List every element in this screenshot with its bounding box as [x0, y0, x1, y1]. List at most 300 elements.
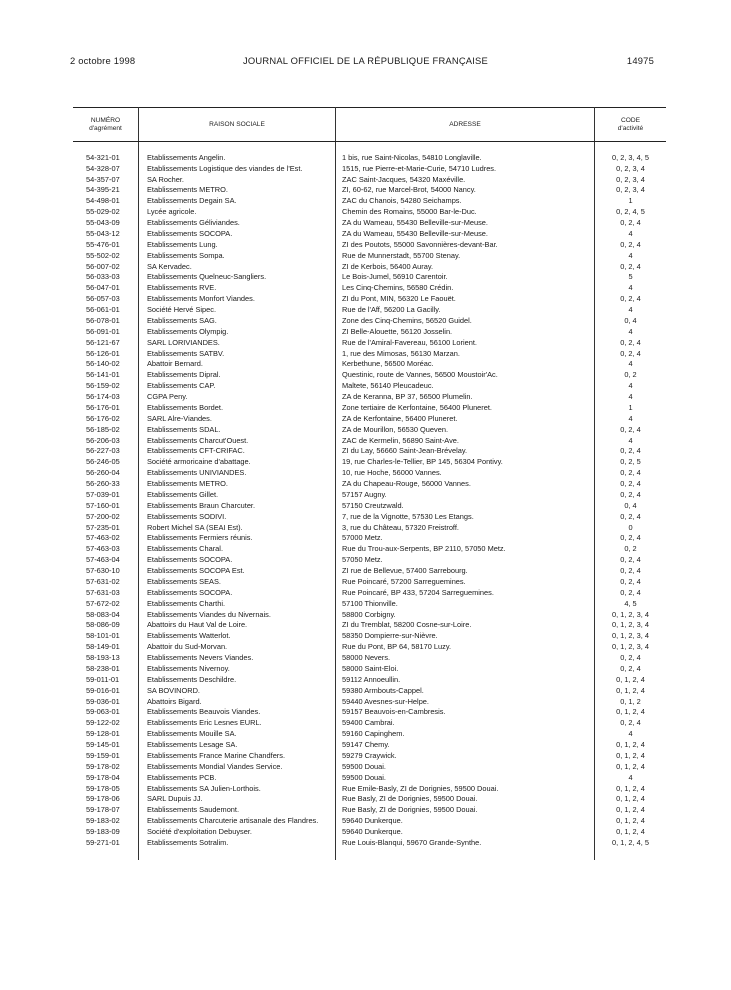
cell-adresse: Rue du Pont, BP 64, 58170 Luzy.	[336, 642, 595, 653]
cell-adresse: 1, rue des Mimosas, 56130 Marzan.	[336, 349, 595, 360]
cell-code: 0, 2, 4	[620, 239, 641, 249]
cell-numero: 55-043-09	[73, 218, 139, 229]
cell-raison-sociale: Société armoricaine d'abattage.	[139, 457, 336, 468]
cell-code: 4	[628, 435, 633, 445]
table-row	[73, 827, 666, 838]
table-row	[73, 283, 666, 294]
cell-raison-sociale: Etablissements SEAS.	[139, 577, 336, 588]
cell-code: 0, 1, 2, 4	[616, 707, 645, 717]
table-row	[73, 316, 666, 327]
cell-adresse: ZA de Mourillon, 56530 Queven.	[336, 425, 595, 436]
table-row	[73, 588, 666, 599]
cell-code: 0, 1, 2, 3, 4	[612, 642, 649, 652]
table-row	[73, 468, 666, 479]
cell-raison-sociale: Etablissements SDAL.	[139, 425, 336, 436]
cell-adresse: 57157 Augny.	[336, 490, 595, 501]
cell-raison-sociale: Etablissements Saudemont.	[139, 805, 336, 816]
cell-raison-sociale: Etablissements SODIVI.	[139, 512, 336, 523]
cell-code: 0, 2, 4	[620, 576, 641, 586]
cell-raison-sociale: Etablissements SATBV.	[139, 349, 336, 360]
cell-numero: 59-178-02	[73, 762, 139, 773]
cell-numero: 59-011-01	[73, 675, 139, 686]
table-body	[73, 142, 666, 860]
table-row	[73, 446, 666, 457]
cell-code: 0, 2, 3, 4	[616, 163, 645, 173]
cell-adresse: ZI du Lay, 56660 Saint-Jean-Brévelay.	[336, 446, 595, 457]
cell-numero: 56-126-01	[73, 349, 139, 360]
cell-raison-sociale: Etablissements Olympig.	[139, 327, 336, 338]
cell-adresse: Chemin des Romains, 55000 Bar-le-Duc.	[336, 207, 595, 218]
cell-raison-sociale: SARL LORIVIANDES.	[139, 338, 336, 349]
table-row	[73, 566, 666, 577]
cell-raison-sociale: SA Rocher.	[139, 175, 336, 186]
cell-numero: 56-091-01	[73, 327, 139, 338]
cell-raison-sociale: Etablissements SAG.	[139, 316, 336, 327]
cell-raison-sociale: Etablissements SOCOPA.	[139, 229, 336, 240]
table-row	[73, 512, 666, 523]
cell-raison-sociale: Etablissements Braun Charcuter.	[139, 501, 336, 512]
cell-numero: 57-463-03	[73, 544, 139, 555]
cell-raison-sociale: Etablissements Charthi.	[139, 599, 336, 610]
cell-adresse: Maltete, 56140 Pleucadeuc.	[336, 381, 595, 392]
cell-raison-sociale: SA Kervadec.	[139, 262, 336, 273]
cell-raison-sociale: Société d'exploitation Debuyser.	[139, 827, 336, 838]
cell-raison-sociale: Etablissements Géliviandes.	[139, 218, 336, 229]
cell-code: 0, 4	[624, 500, 637, 510]
cell-code: 0, 1, 2, 3, 4	[612, 609, 649, 619]
cell-code: 0, 2, 4	[620, 533, 641, 543]
cell-adresse: ZA du Wameau, 55430 Belleville-sur-Meuse.	[336, 229, 595, 240]
cell-adresse: 59160 Capinghem.	[336, 729, 595, 740]
cell-raison-sociale: Etablissements SOCOPA.	[139, 588, 336, 599]
cell-numero: 55-029-02	[73, 207, 139, 218]
cell-adresse: Rue Basly, ZI de Dorignies, 59500 Douai.	[336, 794, 595, 805]
cell-numero: 59-063-01	[73, 707, 139, 718]
table-spacer-row	[73, 142, 666, 153]
cell-adresse: ZI de Kerbois, 56400 Auray.	[336, 262, 595, 273]
cell-raison-sociale: Etablissements France Marine Chandfers.	[139, 751, 336, 762]
table-row	[73, 207, 666, 218]
table-row	[73, 533, 666, 544]
cell-raison-sociale: Etablissements Viandes du Nivernais.	[139, 610, 336, 621]
cell-numero: 58-149-01	[73, 642, 139, 653]
cell-adresse: Rue de l'Amiral-Favereau, 56100 Lorient.	[336, 338, 595, 349]
cell-numero: 58-101-01	[73, 631, 139, 642]
cell-numero: 57-631-03	[73, 588, 139, 599]
cell-numero: 54-498-01	[73, 196, 139, 207]
cell-numero: 58-083-04	[73, 610, 139, 621]
cell-numero: 56-176-02	[73, 414, 139, 425]
table-row	[73, 784, 666, 795]
table-row	[73, 620, 666, 631]
cell-numero: 56-206-03	[73, 436, 139, 447]
cell-adresse: 10, rue Hoche, 56000 Vannes.	[336, 468, 595, 479]
table-row	[73, 642, 666, 653]
table-row	[73, 425, 666, 436]
approval-table	[73, 107, 666, 860]
cell-numero: 57-672-02	[73, 599, 139, 610]
cell-adresse: Questinic, route de Vannes, 56500 Moustoir'Ac.	[336, 370, 595, 381]
table-row	[73, 251, 666, 262]
table-row	[73, 794, 666, 805]
cell-raison-sociale: Etablissements Watterlot.	[139, 631, 336, 642]
cell-adresse: Zone des Cinq-Chemins, 56520 Guidel.	[336, 316, 595, 327]
cell-numero: 56-174-03	[73, 392, 139, 403]
cell-code: 0, 2, 4	[620, 587, 641, 597]
cell-adresse: 59400 Cambrai.	[336, 718, 595, 729]
cell-numero: 56-141-01	[73, 370, 139, 381]
cell-raison-sociale: Robert Michel SA (SEAI Est).	[139, 523, 336, 534]
cell-raison-sociale: Etablissements RVE.	[139, 283, 336, 294]
cell-adresse: Rue de l'Aff, 56200 La Gacilly.	[336, 305, 595, 316]
cell-numero: 59-178-06	[73, 794, 139, 805]
cell-numero: 58-193-13	[73, 653, 139, 664]
cell-adresse: ZI du Pont, MIN, 56320 Le Faouët.	[336, 294, 595, 305]
cell-numero: 59-178-04	[73, 773, 139, 784]
cell-raison-sociale: Etablissements Charcuterie artisanale des Flandres.	[139, 816, 336, 827]
cell-adresse: ZA de Kerfontaine, 56400 Pluneret.	[336, 414, 595, 425]
cell-raison-sociale: SARL Dupuis JJ.	[139, 794, 336, 805]
cell-adresse: ZAC de Kermelin, 56890 Saint-Ave.	[336, 436, 595, 447]
cell-numero: 59-036-01	[73, 697, 139, 708]
cell-adresse: Le Bois-Jumel, 56910 Carentoir.	[336, 272, 595, 283]
cell-raison-sociale: Etablissements Monfort Viandes.	[139, 294, 336, 305]
header-date: 2 octobre 1998	[70, 55, 136, 66]
cell-code: 0, 2, 5	[620, 457, 641, 467]
cell-code: 0, 2, 3, 4	[616, 174, 645, 184]
cell-adresse: Rue Basly, ZI de Dorignies, 59500 Douai.	[336, 805, 595, 816]
cell-numero: 56-260-33	[73, 479, 139, 490]
table-end-row	[73, 849, 666, 860]
cell-raison-sociale: Etablissements Mouille SA.	[139, 729, 336, 740]
cell-adresse: ZI rue de Bellevue, 57400 Sarrebourg.	[336, 566, 595, 577]
cell-numero: 56-260-04	[73, 468, 139, 479]
cell-raison-sociale: Etablissements Charal.	[139, 544, 336, 555]
table-row	[73, 164, 666, 175]
table-row	[73, 675, 666, 686]
cell-raison-sociale: SA BOVINORD.	[139, 686, 336, 697]
table-row	[73, 479, 666, 490]
cell-adresse: 19, rue Charles-le-Tellier, BP 145, 56304 Pontivy.	[336, 457, 595, 468]
header-page-number: 14975	[626, 55, 654, 66]
table-row	[73, 762, 666, 773]
cell-code: 4	[628, 772, 633, 782]
cell-numero: 57-160-01	[73, 501, 139, 512]
table-row	[73, 403, 666, 414]
cell-numero: 59-159-01	[73, 751, 139, 762]
table-row	[73, 457, 666, 468]
cell-numero: 57-200-02	[73, 512, 139, 523]
cell-code: 0, 1, 2, 4	[616, 740, 645, 750]
cell-adresse: ZI Belle-Alouette, 56120 Josselin.	[336, 327, 595, 338]
cell-numero: 58-238-01	[73, 664, 139, 675]
cell-code: 4	[628, 729, 633, 739]
table-row	[73, 294, 666, 305]
table-row	[73, 740, 666, 751]
cell-numero: 54-395-21	[73, 185, 139, 196]
col-header-adresse: ADRESSE	[336, 108, 595, 142]
cell-numero: 56-227-03	[73, 446, 139, 457]
cell-adresse: 59440 Avesnes-sur-Helpe.	[336, 697, 595, 708]
cell-code: 4	[628, 392, 633, 402]
table-row	[73, 327, 666, 338]
table-row	[73, 490, 666, 501]
table-row	[73, 664, 666, 675]
cell-numero: 56-078-01	[73, 316, 139, 327]
cell-code: 0, 2, 4	[620, 446, 641, 456]
cell-code: 4	[628, 413, 633, 423]
cell-code: 0, 2	[624, 544, 637, 554]
cell-adresse: ZA de Keranna, BP 37, 56500 Plumelin.	[336, 392, 595, 403]
cell-numero: 58-086-09	[73, 620, 139, 631]
cell-code: 0, 2, 4	[620, 337, 641, 347]
cell-adresse: 57100 Thionville.	[336, 599, 595, 610]
cell-raison-sociale: Société Hervé Sipec.	[139, 305, 336, 316]
cell-numero: 56-176-01	[73, 403, 139, 414]
table-row	[73, 751, 666, 762]
cell-code: 0, 1, 2, 4	[616, 816, 645, 826]
cell-code: 0, 2, 4	[620, 566, 641, 576]
table-row	[73, 392, 666, 403]
cell-code: 4	[628, 326, 633, 336]
cell-adresse: ZA du Chapeau-Rouge, 56000 Vannes.	[336, 479, 595, 490]
cell-adresse: ZI des Poutots, 55000 Savonnières-devant-Bar.	[336, 240, 595, 251]
cell-code: 0, 2, 4	[620, 555, 641, 565]
cell-numero: 57-631-02	[73, 577, 139, 588]
cell-code: 0, 1, 2, 4	[616, 827, 645, 837]
cell-code: 0, 2, 4	[620, 294, 641, 304]
cell-code: 1	[628, 196, 633, 206]
cell-code: 0, 2	[624, 370, 637, 380]
table-row	[73, 218, 666, 229]
table-row	[73, 381, 666, 392]
cell-adresse: 59157 Beauvois-en-Cambresis.	[336, 707, 595, 718]
cell-code: 0, 2, 4	[620, 653, 641, 663]
table-row	[73, 414, 666, 425]
cell-raison-sociale: Etablissements Deschildre.	[139, 675, 336, 686]
cell-adresse: Rue Poincaré, BP 433, 57204 Sarreguemines.	[336, 588, 595, 599]
cell-raison-sociale: Etablissements Bordet.	[139, 403, 336, 414]
cell-numero: 56-047-01	[73, 283, 139, 294]
cell-code: 4	[628, 283, 633, 293]
cell-adresse: Rue Emile-Basly, ZI de Dorignies, 59500 Douai.	[336, 784, 595, 795]
cell-numero: 56-140-02	[73, 359, 139, 370]
table-row	[73, 229, 666, 240]
cell-code: 1	[628, 402, 633, 412]
cell-numero: 59-122-02	[73, 718, 139, 729]
cell-numero: 57-630-10	[73, 566, 139, 577]
cell-code: 0, 1, 2, 4	[616, 794, 645, 804]
cell-raison-sociale: Etablissements Gillet.	[139, 490, 336, 501]
table-row	[73, 262, 666, 273]
cell-code: 0, 2, 4, 5	[616, 207, 645, 217]
table-row	[73, 718, 666, 729]
cell-raison-sociale: Etablissements Eric Lesnes EURL.	[139, 718, 336, 729]
cell-adresse: 57000 Metz.	[336, 533, 595, 544]
cell-adresse: 58000 Nevers.	[336, 653, 595, 664]
cell-numero: 59-271-01	[73, 838, 139, 849]
table-row	[73, 305, 666, 316]
table-header-row	[73, 108, 666, 142]
cell-raison-sociale: Etablissements CAP.	[139, 381, 336, 392]
cell-raison-sociale: Etablissements Angelin.	[139, 153, 336, 164]
cell-numero: 56-057-03	[73, 294, 139, 305]
cell-adresse: 59279 Craywick.	[336, 751, 595, 762]
cell-numero: 55-476-01	[73, 240, 139, 251]
cell-adresse: 59500 Douai.	[336, 762, 595, 773]
cell-adresse: 1 bis, rue Saint-Nicolas, 54810 Longlaville.	[336, 153, 595, 164]
cell-numero: 56-033-03	[73, 272, 139, 283]
header-journal-title: JOURNAL OFFICIEL DE LA RÉPUBLIQUE FRANÇAISE	[243, 55, 488, 66]
cell-raison-sociale: Etablissements METRO.	[139, 185, 336, 196]
cell-raison-sociale: Etablissements Sompa.	[139, 251, 336, 262]
cell-raison-sociale: Etablissements PCB.	[139, 773, 336, 784]
cell-raison-sociale: Etablissements Beauvois Viandes.	[139, 707, 336, 718]
cell-adresse: 59380 Armbouts-Cappel.	[336, 686, 595, 697]
cell-adresse: 58350 Dompierre-sur-Nièvre.	[336, 631, 595, 642]
cell-raison-sociale: Abattoir Bernard.	[139, 359, 336, 370]
table-row	[73, 501, 666, 512]
cell-numero: 54-321-01	[73, 153, 139, 164]
cell-raison-sociale: Lycée agricole.	[139, 207, 336, 218]
cell-adresse: Zone tertiaire de Kerfontaine, 56400 Pluneret.	[336, 403, 595, 414]
cell-raison-sociale: Etablissements Lesage SA.	[139, 740, 336, 751]
cell-code: 0, 1, 2, 4	[616, 805, 645, 815]
cell-adresse: 7, rue de la Vignotte, 57530 Les Etangs.	[336, 512, 595, 523]
cell-code: 0, 1, 2, 4, 5	[612, 837, 649, 847]
table-row	[73, 577, 666, 588]
cell-adresse: 59147 Chemy.	[336, 740, 595, 751]
cell-adresse: Les Cinq-Chemins, 56580 Crédin.	[336, 283, 595, 294]
col-header-numero: NUMÉRO d'agrément	[73, 108, 139, 142]
cell-code: 0, 1, 2, 4	[616, 761, 645, 771]
cell-code: 0, 2, 4	[620, 261, 641, 271]
table-row	[73, 686, 666, 697]
cell-code: 4, 5	[624, 598, 637, 608]
table-row	[73, 272, 666, 283]
cell-code: 0, 2, 3, 4	[616, 185, 645, 195]
table-row	[73, 196, 666, 207]
table-row	[73, 816, 666, 827]
table-row	[73, 631, 666, 642]
cell-numero: 57-235-01	[73, 523, 139, 534]
cell-numero: 57-463-04	[73, 555, 139, 566]
cell-raison-sociale: Etablissements METRO.	[139, 479, 336, 490]
cell-adresse: Rue Poincaré, 57200 Sarreguemines.	[336, 577, 595, 588]
cell-raison-sociale: Etablissements Nevers Viandes.	[139, 653, 336, 664]
cell-code: 0, 2, 4	[620, 468, 641, 478]
cell-code: 0, 1, 2, 4	[616, 783, 645, 793]
table-row	[73, 523, 666, 534]
cell-numero: 56-007-02	[73, 262, 139, 273]
cell-adresse: Kerbethune, 56500 Moréac.	[336, 359, 595, 370]
cell-code: 4	[628, 250, 633, 260]
cell-code: 0, 1, 2, 4	[616, 674, 645, 684]
table-row	[73, 370, 666, 381]
cell-numero: 54-328-07	[73, 164, 139, 175]
cell-raison-sociale: Etablissements Sotralim.	[139, 838, 336, 849]
cell-code: 4	[628, 305, 633, 315]
cell-code: 0	[628, 522, 633, 532]
cell-numero: 59-145-01	[73, 740, 139, 751]
cell-raison-sociale: Etablissements SOCOPA Est.	[139, 566, 336, 577]
cell-code: 0, 2, 4	[620, 511, 641, 521]
table-row	[73, 436, 666, 447]
cell-raison-sociale: Etablissements Lung.	[139, 240, 336, 251]
cell-numero: 59-183-09	[73, 827, 139, 838]
cell-adresse: 59640 Dunkerque.	[336, 827, 595, 838]
table-row	[73, 544, 666, 555]
cell-adresse: ZA du Wameau, 55430 Belleville-sur-Meuse.	[336, 218, 595, 229]
cell-raison-sociale: Etablissements Dipral.	[139, 370, 336, 381]
table-row	[73, 773, 666, 784]
cell-adresse: ZAC du Chanois, 54280 Seichamps.	[336, 196, 595, 207]
cell-numero: 55-502-02	[73, 251, 139, 262]
cell-code: 4	[628, 359, 633, 369]
cell-raison-sociale: Abattoirs Bigard.	[139, 697, 336, 708]
table-row	[73, 175, 666, 186]
cell-code: 0, 2, 4	[620, 718, 641, 728]
cell-code: 0, 2, 4	[620, 489, 641, 499]
cell-code: 0, 2, 4	[620, 479, 641, 489]
cell-numero: 54-357-07	[73, 175, 139, 186]
cell-code: 5	[628, 272, 633, 282]
cell-adresse: 3, rue du Château, 57320 Freistroff.	[336, 523, 595, 534]
cell-numero: 59-183-02	[73, 816, 139, 827]
cell-raison-sociale: Etablissements Quelneuc-Sangliers.	[139, 272, 336, 283]
cell-numero: 59-016-01	[73, 686, 139, 697]
cell-raison-sociale: Etablissements SOCOPA.	[139, 555, 336, 566]
cell-adresse: 57150 Creutzwald.	[336, 501, 595, 512]
cell-code: 0, 2, 4	[620, 218, 641, 228]
cell-numero: 59-178-07	[73, 805, 139, 816]
cell-raison-sociale: Etablissements Nivernoy.	[139, 664, 336, 675]
cell-numero: 56-121-67	[73, 338, 139, 349]
table-row	[73, 729, 666, 740]
cell-adresse: 57050 Metz.	[336, 555, 595, 566]
cell-raison-sociale: Abattoirs du Haut Val de Loire.	[139, 620, 336, 631]
table-row	[73, 240, 666, 251]
table-row	[73, 555, 666, 566]
cell-raison-sociale: SARL Alre-Viandes.	[139, 414, 336, 425]
cell-raison-sociale: CGPA Peny.	[139, 392, 336, 403]
cell-numero: 55-043-12	[73, 229, 139, 240]
cell-code: 0, 2, 4	[620, 348, 641, 358]
cell-code: 0, 1, 2, 4	[616, 750, 645, 760]
cell-code: 0, 1, 2	[620, 696, 641, 706]
cell-adresse: 58000 Saint-Eloi.	[336, 664, 595, 675]
table-row	[73, 653, 666, 664]
cell-adresse: Rue de Munnerstadt, 55700 Stenay.	[336, 251, 595, 262]
cell-code: 0, 2, 4	[620, 663, 641, 673]
cell-adresse: Rue du Trou-aux-Serpents, BP 2110, 57050 Metz.	[336, 544, 595, 555]
cell-raison-sociale: Etablissements UNIVIANDES.	[139, 468, 336, 479]
col-header-raison-sociale: RAISON SOCIALE	[139, 108, 336, 142]
table-row	[73, 349, 666, 360]
table-row	[73, 805, 666, 816]
cell-raison-sociale: Etablissements Logistique des viandes de l'Est.	[139, 164, 336, 175]
cell-code: 4	[628, 381, 633, 391]
cell-raison-sociale: Etablissements Charcut'Ouest.	[139, 436, 336, 447]
table-row	[73, 153, 666, 164]
cell-numero: 56-159-02	[73, 381, 139, 392]
cell-raison-sociale: Etablissements Mondial Viandes Service.	[139, 762, 336, 773]
cell-code: 0, 1, 2, 4	[616, 685, 645, 695]
cell-raison-sociale: Etablissements Fermiers réunis.	[139, 533, 336, 544]
cell-numero: 57-463-02	[73, 533, 139, 544]
cell-numero: 59-128-01	[73, 729, 139, 740]
table-row	[73, 838, 666, 849]
